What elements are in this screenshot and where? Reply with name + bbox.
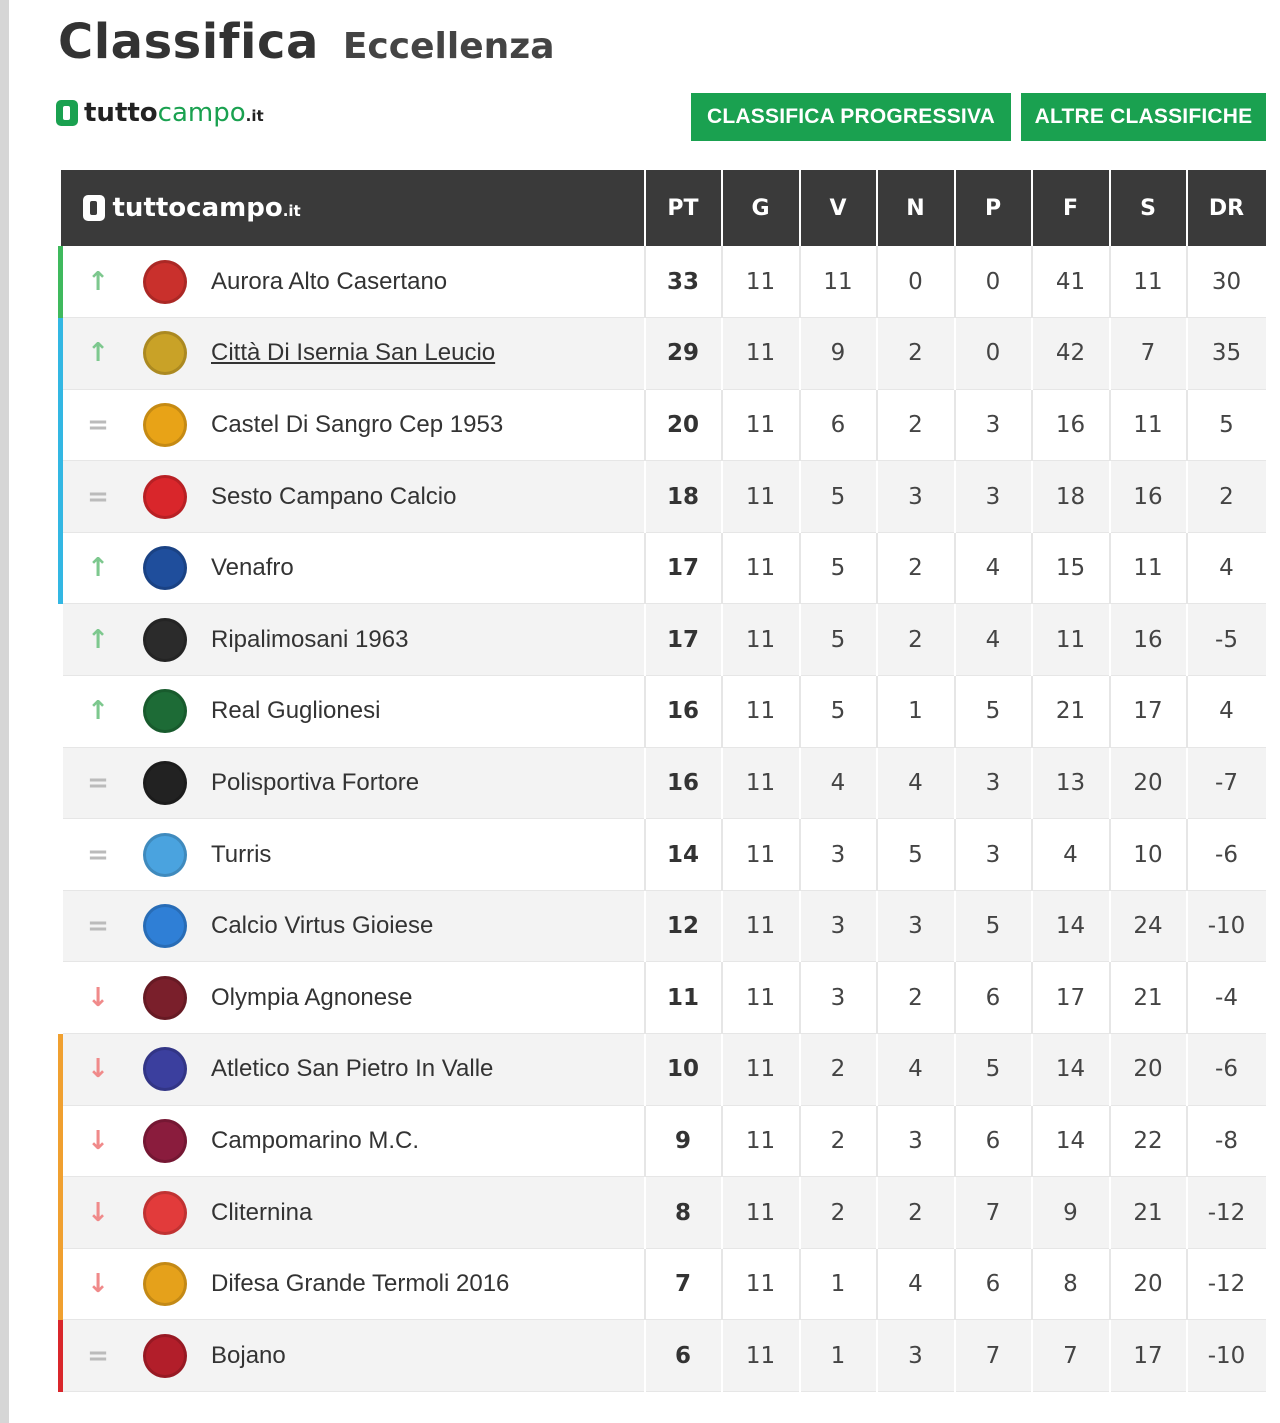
stat-dr: -10 xyxy=(1187,890,1266,962)
stat-g: 11 xyxy=(722,246,800,318)
stat-n: 2 xyxy=(877,1177,955,1249)
team-crest-icon[interactable] xyxy=(143,1119,187,1163)
team-cell xyxy=(61,532,645,604)
stat-dr: -8 xyxy=(1187,1105,1266,1177)
stat-v: 5 xyxy=(800,532,877,604)
stat-dr: 30 xyxy=(1187,246,1266,318)
stat-n: 2 xyxy=(877,532,955,604)
stat-f: 7 xyxy=(1032,1320,1110,1392)
team-cell xyxy=(61,389,645,461)
team-crest-icon[interactable] xyxy=(143,976,187,1020)
table-row xyxy=(61,318,1266,390)
stat-s: 17 xyxy=(1110,676,1187,748)
trend-down-icon: ↓ xyxy=(87,1197,109,1228)
stat-g: 11 xyxy=(722,1177,800,1249)
tuttocampo-header-icon xyxy=(83,195,105,221)
stat-p: 7 xyxy=(955,1320,1032,1392)
stat-f: 14 xyxy=(1032,1105,1110,1177)
stat-pt: 17 xyxy=(645,532,722,604)
trend-same-icon: = xyxy=(87,839,109,870)
stat-v: 3 xyxy=(800,819,877,891)
table-row xyxy=(61,819,1266,891)
table-row xyxy=(61,532,1266,604)
stat-dr: -5 xyxy=(1187,604,1266,676)
stat-n: 2 xyxy=(877,318,955,390)
stat-dr: -12 xyxy=(1187,1248,1266,1320)
stat-g: 11 xyxy=(722,461,800,533)
team-cell xyxy=(61,1105,645,1177)
stat-n: 2 xyxy=(877,962,955,1034)
team-crest-icon[interactable] xyxy=(143,260,187,304)
stat-n: 3 xyxy=(877,890,955,962)
team-crest-icon[interactable] xyxy=(143,689,187,733)
trend-same-icon: = xyxy=(87,409,109,440)
stat-v: 5 xyxy=(800,676,877,748)
stat-n: 2 xyxy=(877,389,955,461)
team-name-link[interactable]: Castel Di Sangro Cep 1953 xyxy=(211,410,504,438)
team-cell xyxy=(61,1034,645,1106)
stat-f: 41 xyxy=(1032,246,1110,318)
stat-p: 6 xyxy=(955,962,1032,1034)
stat-pt: 8 xyxy=(645,1177,722,1249)
page-left-border xyxy=(0,0,9,1423)
stat-v: 1 xyxy=(800,1248,877,1320)
trend-down-icon: ↓ xyxy=(87,982,109,1013)
stat-pt: 33 xyxy=(645,246,722,318)
team-crest-icon[interactable] xyxy=(143,904,187,948)
trend-down-icon: ↓ xyxy=(87,1125,109,1156)
team-cell xyxy=(61,1320,645,1392)
tuttocampo-logo-icon xyxy=(56,100,78,126)
stat-f: 16 xyxy=(1032,389,1110,461)
stat-g: 11 xyxy=(722,747,800,819)
stat-g: 11 xyxy=(722,890,800,962)
team-cell xyxy=(61,819,645,891)
brand-name xyxy=(84,98,264,128)
stat-s: 17 xyxy=(1110,1320,1187,1392)
stat-n: 4 xyxy=(877,1248,955,1320)
stat-f: 13 xyxy=(1032,747,1110,819)
table-header-brand xyxy=(61,170,645,246)
stat-g: 11 xyxy=(722,1248,800,1320)
trend-up-icon: ↑ xyxy=(87,696,109,727)
stat-dr: -4 xyxy=(1187,962,1266,1034)
stat-v: 2 xyxy=(800,1105,877,1177)
table-row xyxy=(61,1105,1266,1177)
table-row xyxy=(61,676,1266,748)
stat-p: 0 xyxy=(955,246,1032,318)
stat-g: 11 xyxy=(722,1034,800,1106)
stat-g: 11 xyxy=(722,1320,800,1392)
stat-s: 21 xyxy=(1110,1177,1187,1249)
team-cell xyxy=(61,1248,645,1320)
stat-dr: -10 xyxy=(1187,1320,1266,1392)
table-row xyxy=(61,1320,1266,1392)
column-header-g[interactable]: G xyxy=(722,170,800,246)
stat-g: 11 xyxy=(722,604,800,676)
table-row xyxy=(61,890,1266,962)
stat-s: 20 xyxy=(1110,1034,1187,1106)
stat-pt: 20 xyxy=(645,389,722,461)
stat-s: 20 xyxy=(1110,747,1187,819)
stat-f: 14 xyxy=(1032,1034,1110,1106)
team-name-link[interactable]: Venafro xyxy=(211,554,294,582)
column-header-s[interactable]: S xyxy=(1110,170,1187,246)
brand-name-part1: tutto xyxy=(84,98,158,128)
stat-p: 4 xyxy=(955,604,1032,676)
stat-dr: 4 xyxy=(1187,532,1266,604)
stat-p: 3 xyxy=(955,819,1032,891)
team-crest-icon[interactable] xyxy=(143,761,187,805)
team-cell xyxy=(61,962,645,1034)
team-cell xyxy=(61,676,645,748)
stat-v: 2 xyxy=(800,1034,877,1106)
team-cell xyxy=(61,747,645,819)
page-title: Classifica xyxy=(58,14,319,70)
team-crest-icon[interactable] xyxy=(143,475,187,519)
team-crest-icon[interactable] xyxy=(143,331,187,375)
table-row xyxy=(61,1177,1266,1249)
team-cell xyxy=(61,604,645,676)
column-header-dr[interactable]: DR xyxy=(1187,170,1266,246)
stat-f: 11 xyxy=(1032,604,1110,676)
trend-same-icon: = xyxy=(87,911,109,942)
table-row xyxy=(61,604,1266,676)
stat-v: 1 xyxy=(800,1320,877,1392)
stat-s: 10 xyxy=(1110,819,1187,891)
stat-f: 17 xyxy=(1032,962,1110,1034)
stat-p: 3 xyxy=(955,747,1032,819)
table-row xyxy=(61,461,1266,533)
stat-p: 5 xyxy=(955,890,1032,962)
team-name-link[interactable]: Real Guglionesi xyxy=(211,697,381,725)
team-crest-icon[interactable] xyxy=(143,403,187,447)
stat-s: 11 xyxy=(1110,246,1187,318)
brand-logo[interactable] xyxy=(56,98,264,128)
team-crest-icon[interactable] xyxy=(143,546,187,590)
table-header-row xyxy=(61,170,1266,246)
team-name-link[interactable]: Difesa Grande Termoli 2016 xyxy=(211,1270,510,1298)
team-cell xyxy=(61,246,645,318)
team-crest-icon[interactable] xyxy=(143,833,187,877)
table-row xyxy=(61,389,1266,461)
stat-p: 3 xyxy=(955,461,1032,533)
team-name-link[interactable]: Città Di Isernia San Leucio xyxy=(211,339,496,367)
column-header-f[interactable]: F xyxy=(1032,170,1110,246)
stat-s: 20 xyxy=(1110,1248,1187,1320)
team-name-link[interactable]: Sesto Campano Calcio xyxy=(211,482,457,510)
standings-table xyxy=(58,170,1266,1392)
stat-n: 1 xyxy=(877,676,955,748)
stat-pt: 18 xyxy=(645,461,722,533)
stat-dr: -12 xyxy=(1187,1177,1266,1249)
trend-down-icon: ↓ xyxy=(87,1054,109,1085)
stat-g: 11 xyxy=(722,389,800,461)
stat-dr: 2 xyxy=(1187,461,1266,533)
team-name-link[interactable]: Bojano xyxy=(211,1341,286,1369)
stat-v: 6 xyxy=(800,389,877,461)
brand-name-part2: campo xyxy=(157,98,246,128)
team-cell xyxy=(61,890,645,962)
team-name-link[interactable]: Polisportiva Fortore xyxy=(211,768,420,796)
stat-pt: 7 xyxy=(645,1248,722,1320)
table-row xyxy=(61,747,1266,819)
table-row xyxy=(61,246,1266,318)
stat-n: 4 xyxy=(877,747,955,819)
team-cell xyxy=(61,1177,645,1249)
stat-f: 4 xyxy=(1032,819,1110,891)
column-header-n[interactable]: N xyxy=(877,170,955,246)
stat-s: 22 xyxy=(1110,1105,1187,1177)
stat-p: 3 xyxy=(955,389,1032,461)
stat-pt: 14 xyxy=(645,819,722,891)
team-crest-icon[interactable] xyxy=(143,618,187,662)
team-name-link[interactable]: Campomarino M.C. xyxy=(211,1126,420,1154)
stat-g: 11 xyxy=(722,318,800,390)
trend-up-icon: ↑ xyxy=(87,338,109,369)
stat-pt: 17 xyxy=(645,604,722,676)
stat-n: 3 xyxy=(877,1320,955,1392)
stat-p: 6 xyxy=(955,1248,1032,1320)
team-name-link[interactable]: Atletico San Pietro In Valle xyxy=(211,1055,494,1083)
stat-dr: 5 xyxy=(1187,389,1266,461)
team-name-link[interactable]: Turris xyxy=(211,840,272,868)
stat-p: 5 xyxy=(955,676,1032,748)
team-name-link[interactable]: Aurora Alto Casertano xyxy=(211,267,448,295)
stat-s: 16 xyxy=(1110,461,1187,533)
team-name-link[interactable]: Olympia Agnonese xyxy=(211,983,413,1011)
stat-f: 42 xyxy=(1032,318,1110,390)
stat-v: 5 xyxy=(800,604,877,676)
stat-v: 3 xyxy=(800,890,877,962)
column-header-p[interactable]: P xyxy=(955,170,1032,246)
stat-f: 18 xyxy=(1032,461,1110,533)
trend-same-icon: = xyxy=(87,1340,109,1371)
stat-n: 3 xyxy=(877,461,955,533)
team-cell xyxy=(61,461,645,533)
trend-down-icon: ↓ xyxy=(87,1269,109,1300)
brand-tld: .it xyxy=(245,107,264,125)
stat-pt: 10 xyxy=(645,1034,722,1106)
team-cell xyxy=(61,318,645,390)
stat-f: 14 xyxy=(1032,890,1110,962)
stat-dr: 4 xyxy=(1187,676,1266,748)
header-brand-name: tuttocampo xyxy=(112,193,283,223)
stat-p: 5 xyxy=(955,1034,1032,1106)
team-name-link[interactable]: Cliternina xyxy=(211,1198,313,1226)
table-row xyxy=(61,1248,1266,1320)
page-subtitle: Eccellenza xyxy=(342,26,555,67)
stat-n: 5 xyxy=(877,819,955,891)
stat-v: 11 xyxy=(800,246,877,318)
trend-up-icon: ↑ xyxy=(87,553,109,584)
trend-same-icon: = xyxy=(87,481,109,512)
stat-dr: 35 xyxy=(1187,318,1266,390)
stat-f: 8 xyxy=(1032,1248,1110,1320)
stat-pt: 6 xyxy=(645,1320,722,1392)
stat-p: 4 xyxy=(955,532,1032,604)
stat-s: 11 xyxy=(1110,532,1187,604)
stat-s: 21 xyxy=(1110,962,1187,1034)
stat-g: 11 xyxy=(722,819,800,891)
stat-dr: -6 xyxy=(1187,819,1266,891)
stat-pt: 16 xyxy=(645,676,722,748)
stat-n: 4 xyxy=(877,1034,955,1106)
stat-s: 11 xyxy=(1110,389,1187,461)
stat-dr: -7 xyxy=(1187,747,1266,819)
stat-s: 7 xyxy=(1110,318,1187,390)
stat-n: 2 xyxy=(877,604,955,676)
stat-f: 15 xyxy=(1032,532,1110,604)
stat-g: 11 xyxy=(722,676,800,748)
header-brand-tld: .it xyxy=(282,202,301,220)
trend-same-icon: = xyxy=(87,767,109,798)
table-row xyxy=(61,962,1266,1034)
team-name-link[interactable]: Ripalimosani 1963 xyxy=(211,625,409,653)
trend-up-icon: ↑ xyxy=(87,266,109,297)
team-crest-icon[interactable] xyxy=(143,1047,187,1091)
stat-p: 6 xyxy=(955,1105,1032,1177)
trend-up-icon: ↑ xyxy=(87,624,109,655)
stat-pt: 11 xyxy=(645,962,722,1034)
column-header-pt[interactable]: PT xyxy=(645,170,722,246)
stat-s: 24 xyxy=(1110,890,1187,962)
stat-v: 4 xyxy=(800,747,877,819)
column-header-v[interactable]: V xyxy=(800,170,877,246)
team-crest-icon[interactable] xyxy=(143,1334,187,1378)
stat-n: 0 xyxy=(877,246,955,318)
stat-pt: 29 xyxy=(645,318,722,390)
stat-s: 16 xyxy=(1110,604,1187,676)
stat-f: 21 xyxy=(1032,676,1110,748)
stat-f: 9 xyxy=(1032,1177,1110,1249)
stat-g: 11 xyxy=(722,532,800,604)
table-row xyxy=(61,1034,1266,1106)
team-name-link[interactable]: Calcio Virtus Gioiese xyxy=(211,912,434,940)
stat-g: 11 xyxy=(722,1105,800,1177)
classifica-progressiva-button[interactable]: CLASSIFICA PROGRESSIVA xyxy=(691,93,1011,141)
team-crest-icon[interactable] xyxy=(143,1262,187,1306)
stat-v: 9 xyxy=(800,318,877,390)
team-crest-icon[interactable] xyxy=(143,1191,187,1235)
stat-g: 11 xyxy=(722,962,800,1034)
stat-dr: -6 xyxy=(1187,1034,1266,1106)
altre-classifiche-button[interactable]: ALTRE CLASSIFICHE xyxy=(1021,93,1266,141)
stat-v: 5 xyxy=(800,461,877,533)
stat-v: 2 xyxy=(800,1177,877,1249)
stat-p: 0 xyxy=(955,318,1032,390)
stat-pt: 9 xyxy=(645,1105,722,1177)
stat-p: 7 xyxy=(955,1177,1032,1249)
stat-pt: 16 xyxy=(645,747,722,819)
stat-n: 3 xyxy=(877,1105,955,1177)
title-row xyxy=(58,14,555,70)
stat-pt: 12 xyxy=(645,890,722,962)
stat-v: 3 xyxy=(800,962,877,1034)
